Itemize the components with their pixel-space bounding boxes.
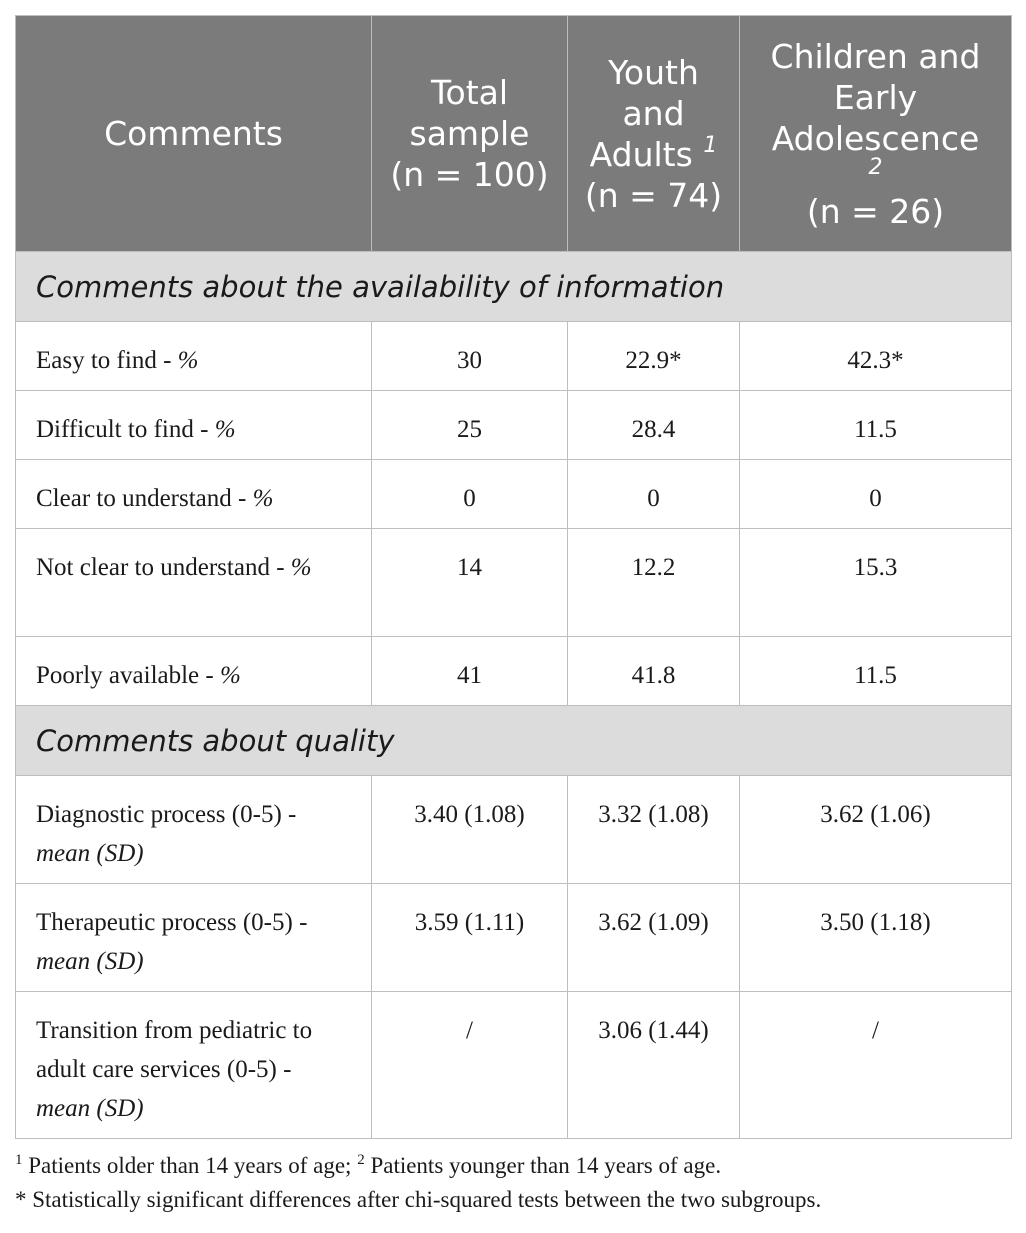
row-label: Therapeutic process (0-5) - mean (SD) [16, 884, 372, 992]
table-row [16, 391, 1012, 460]
footnote-ref-2: 2 [868, 154, 883, 180]
header-youth-adults: Youth and Adults $^1$ (n = 74) [568, 16, 740, 252]
row-label: Easy to find - % [16, 322, 372, 391]
row-label: Difficult to find - % [16, 391, 372, 460]
header-row [16, 16, 1012, 252]
table-row [16, 776, 1012, 884]
cell-children: 15.3 [740, 529, 1012, 637]
table-row [16, 322, 1012, 391]
table-row [16, 992, 1012, 1139]
table-row [16, 460, 1012, 529]
cell-total: 30 [372, 322, 568, 391]
cell-youth: 22.9* [568, 322, 740, 391]
cell-total: 14 [372, 529, 568, 637]
cell-total: / [372, 992, 568, 1139]
cell-children: 11.5 [740, 637, 1012, 706]
header-comments: Comments [16, 16, 372, 252]
cell-total: 0 [372, 460, 568, 529]
cell-children: / [740, 992, 1012, 1139]
header-children-adolescence: Children and Early Adolescence 2 (n = 26) [740, 16, 1012, 252]
table-row [16, 884, 1012, 992]
cell-children: 3.62 (1.06) [740, 776, 1012, 884]
cell-youth: 0 [568, 460, 740, 529]
row-label: Not clear to understand - % [16, 529, 372, 637]
row-label: Diagnostic process (0-5) - mean (SD) [16, 776, 372, 884]
cell-youth: 28.4 [568, 391, 740, 460]
comments-table [15, 15, 1012, 1139]
section-title: Comments about quality [16, 706, 1012, 776]
cell-total: 41 [372, 637, 568, 706]
cell-children: 3.50 (1.18) [740, 884, 1012, 992]
cell-children: 42.3* [740, 322, 1012, 391]
cell-children: 0 [740, 460, 1012, 529]
table-row [16, 637, 1012, 706]
cell-youth: 41.8 [568, 637, 740, 706]
table-row [16, 529, 1012, 637]
cell-youth: 3.62 (1.09) [568, 884, 740, 992]
section-row-availability [16, 252, 1012, 322]
row-label: Transition from pediatric to adult care services (0-5) - mean (SD) [16, 992, 372, 1139]
cell-youth: 3.06 (1.44) [568, 992, 740, 1139]
row-label: Poorly available - % [16, 637, 372, 706]
cell-total: 25 [372, 391, 568, 460]
footnote-line-1: $^1$ Patients older than 14 years of age; $^2$ Patients younger than 14 years of age. [15, 1152, 722, 1178]
section-title: Comments about the availability of information [16, 252, 1012, 322]
cell-youth: 12.2 [568, 529, 740, 637]
header-total-sample: Total sample (n = 100) [372, 16, 568, 252]
footnote-ref-1: 1 [703, 132, 718, 158]
cell-children: 11.5 [740, 391, 1012, 460]
table-container [15, 15, 1011, 1217]
table-footnotes [15, 1149, 1011, 1217]
section-row-quality [16, 706, 1012, 776]
row-label: Clear to understand - % [16, 460, 372, 529]
cell-total: 3.40 (1.08) [372, 776, 568, 884]
cell-youth: 3.32 (1.08) [568, 776, 740, 884]
footnote-line-2: * Statistically significant differences after chi-squared tests between the two subgroups. [15, 1187, 822, 1212]
cell-total: 3.59 (1.11) [372, 884, 568, 992]
